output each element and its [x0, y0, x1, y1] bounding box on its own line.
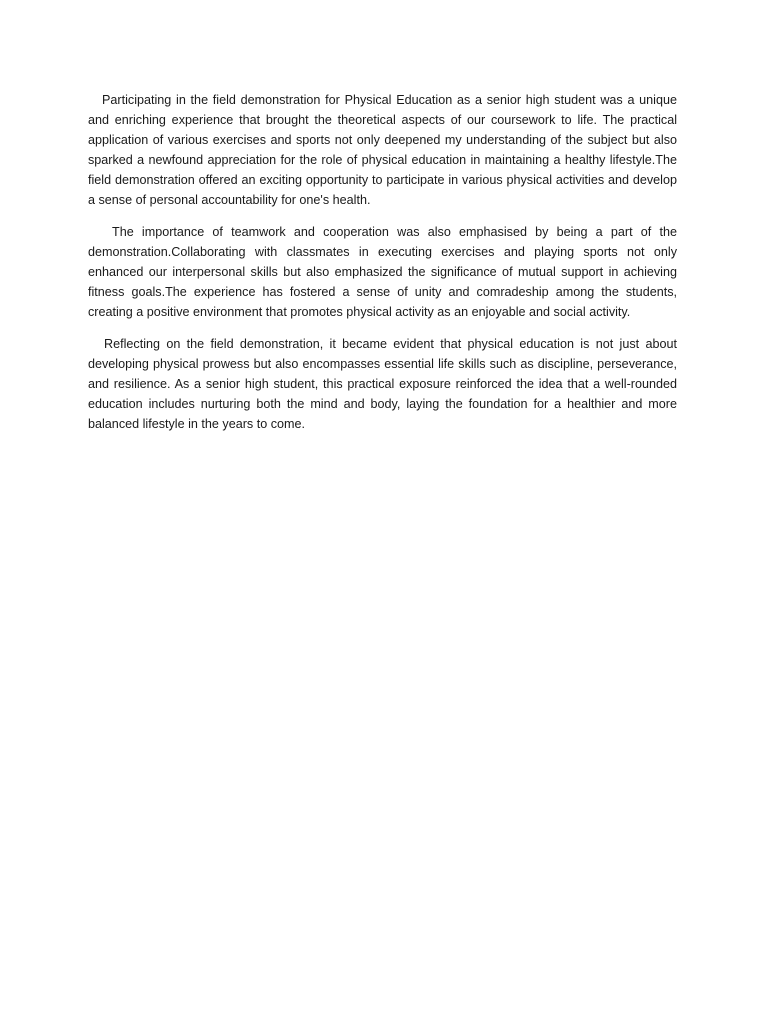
paragraph-3: Reflecting on the field demonstration, it became evident that physical education is not just about developing physical prowess but also encompasses essential life skills such as discipline, perseverance, and resilience. As a senior high student, this practical exposure reinforced the idea that a well-rounded education includes nurturing both the mind and body, laying the foundation for a healthier and more balanced lifestyle in the years to come. — [88, 337, 677, 431]
document-body — [88, 90, 677, 446]
paragraph-1: Participating in the field demonstration for Physical Education as a senior high student was a unique and enriching experience that brought the theoretical aspects of our coursework to life. The practical application of various exercises and sports not only deepened my understanding of the subject but also sparked a newfound appreciation for the role of physical education in maintaining a healthy lifestyle.The field demonstration offered an exciting opportunity to participate in various physical activities and develop a sense of personal accountability for one's health. — [88, 93, 677, 207]
paragraph-2: The importance of teamwork and cooperation was also emphasised by being a part of the demonstration.Collaborating with classmates in executing exercises and playing sports not only enhanced our interpersonal skills but also emphasized the significance of mutual support in achieving fitness goals.The experience has fostered a sense of unity and comradeship among the students, creating a positive environment that promotes physical activity as an enjoyable and social activity. — [88, 225, 677, 319]
